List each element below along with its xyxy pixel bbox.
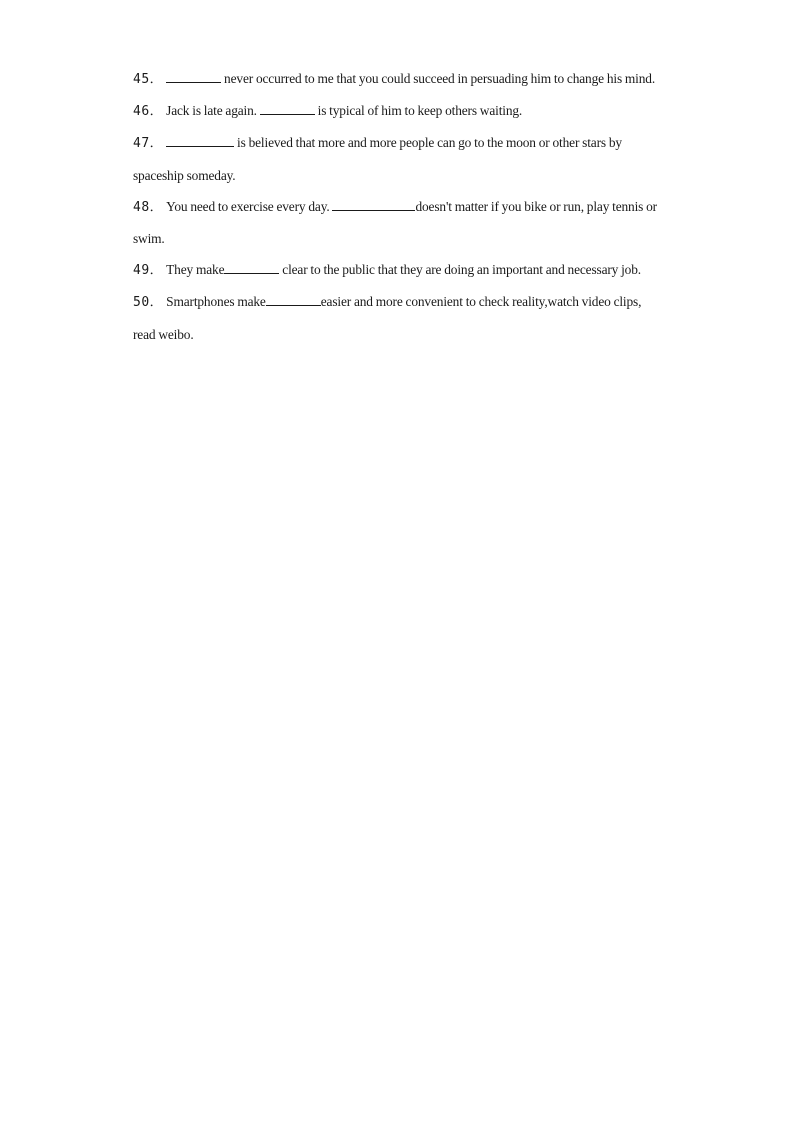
answer-blank xyxy=(332,199,415,211)
question-50 xyxy=(133,286,658,349)
question-number: 45． xyxy=(133,72,164,87)
question-text-after: easier and more convenient to check reality,watch video clips, read weibo. xyxy=(133,294,642,342)
question-49 xyxy=(133,254,658,286)
question-text-after: clear to the public that they are doing an important and necessary job. xyxy=(279,262,641,278)
answer-blank xyxy=(166,71,221,83)
question-45 xyxy=(133,63,658,95)
question-number: 46． xyxy=(133,104,164,120)
question-number: 50． xyxy=(133,295,164,311)
question-text-before: Smartphones make xyxy=(166,294,266,310)
question-text-before: They make xyxy=(166,262,225,278)
question-text-after: doesn't matter if you bike or run, play tennis or swim. xyxy=(133,198,657,247)
question-number: 49． xyxy=(133,263,164,279)
question-48 xyxy=(133,191,658,254)
answer-blank xyxy=(260,103,315,115)
question-text-after: never occurred to me that you could succeed in persuading him to change his mind. xyxy=(221,71,656,86)
question-46 xyxy=(133,95,658,127)
answer-blank xyxy=(266,294,321,306)
question-text-before: Jack is late again. xyxy=(166,103,260,119)
question-list xyxy=(133,63,658,350)
question-text-after: is typical of him to keep others waiting. xyxy=(314,103,523,119)
answer-blank xyxy=(166,135,234,147)
answer-blank xyxy=(224,262,279,274)
question-text-before: You need to exercise every day. xyxy=(166,198,333,214)
question-number: 48． xyxy=(133,199,164,215)
question-text-after: is believed that more and more people can go to the moon or other stars by spaceship someday. xyxy=(133,135,622,183)
question-number: 47． xyxy=(133,136,164,152)
question-47 xyxy=(133,127,658,190)
